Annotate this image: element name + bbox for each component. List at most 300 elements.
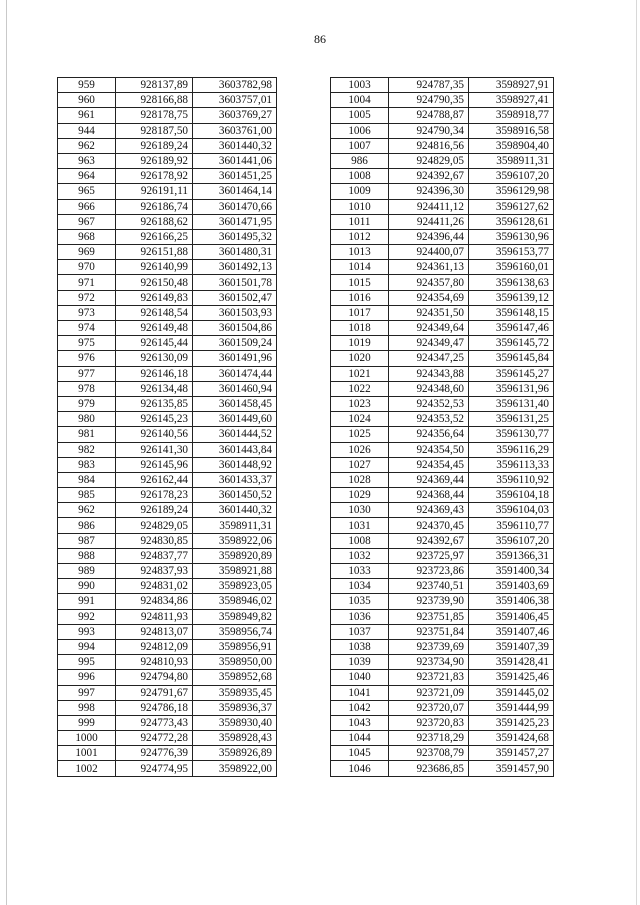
y-coordinate-cell: 3601470,66 (193, 199, 277, 214)
x-coordinate-cell: 924790,35 (389, 93, 469, 108)
y-coordinate-cell: 3601460,94 (193, 381, 277, 396)
y-coordinate-cell: 3598904,40 (469, 138, 554, 153)
table-row (331, 412, 554, 427)
x-coordinate-cell: 926150,48 (116, 275, 193, 290)
point-number-cell: 966 (58, 199, 116, 214)
table-row (331, 290, 554, 305)
y-coordinate-cell: 3596104,03 (469, 503, 554, 518)
point-number-cell: 1004 (331, 93, 389, 108)
y-coordinate-cell: 3591406,38 (469, 594, 554, 609)
point-number-cell: 1008 (331, 533, 389, 548)
point-number-cell: 974 (58, 321, 116, 336)
table-row (331, 396, 554, 411)
point-number-cell: 1024 (331, 412, 389, 427)
point-number-cell: 1029 (331, 488, 389, 503)
point-number-cell: 1018 (331, 321, 389, 336)
table-row (331, 564, 554, 579)
y-coordinate-cell: 3598930,40 (193, 715, 277, 730)
point-number-cell: 989 (58, 564, 116, 579)
coordinates-table-right (330, 77, 554, 777)
table-row (331, 503, 554, 518)
point-number-cell: 1007 (331, 138, 389, 153)
y-coordinate-cell: 3596145,84 (469, 351, 554, 366)
point-number-cell: 1046 (331, 761, 389, 776)
scan-edge-right (636, 0, 637, 905)
table-row (58, 624, 277, 639)
table-row (58, 503, 277, 518)
y-coordinate-cell: 3596138,63 (469, 275, 554, 290)
y-coordinate-cell: 3591406,45 (469, 609, 554, 624)
table-row (331, 731, 554, 746)
table-row (58, 731, 277, 746)
x-coordinate-cell: 924351,50 (389, 305, 469, 320)
table-row (331, 457, 554, 472)
table-row (331, 609, 554, 624)
y-coordinate-cell: 3601440,32 (193, 138, 277, 153)
table-row (331, 153, 554, 168)
y-coordinate-cell: 3601444,52 (193, 427, 277, 442)
scan-edge-left (6, 0, 7, 905)
table-row (58, 579, 277, 594)
y-coordinate-cell: 3591428,41 (469, 655, 554, 670)
x-coordinate-cell: 926145,44 (116, 336, 193, 351)
point-number-cell: 985 (58, 488, 116, 503)
y-coordinate-cell: 3596110,77 (469, 518, 554, 533)
table-row (331, 746, 554, 761)
y-coordinate-cell: 3591457,90 (469, 761, 554, 776)
y-coordinate-cell: 3601450,52 (193, 488, 277, 503)
x-coordinate-cell: 924347,25 (389, 351, 469, 366)
y-coordinate-cell: 3601501,78 (193, 275, 277, 290)
point-number-cell: 1038 (331, 639, 389, 654)
table-row (58, 321, 277, 336)
table-row (331, 715, 554, 730)
point-number-cell: 973 (58, 305, 116, 320)
x-coordinate-cell: 926162,44 (116, 472, 193, 487)
point-number-cell: 1012 (331, 229, 389, 244)
x-coordinate-cell: 926178,23 (116, 488, 193, 503)
y-coordinate-cell: 3598927,41 (469, 93, 554, 108)
table-row (331, 518, 554, 533)
y-coordinate-cell: 3596113,33 (469, 457, 554, 472)
point-number-cell: 1037 (331, 624, 389, 639)
x-coordinate-cell: 928137,89 (116, 78, 193, 93)
table-row (331, 336, 554, 351)
y-coordinate-cell: 3591366,31 (469, 548, 554, 563)
table-row (331, 229, 554, 244)
y-coordinate-cell: 3598920,89 (193, 548, 277, 563)
point-number-cell: 965 (58, 184, 116, 199)
y-coordinate-cell: 3598923,05 (193, 579, 277, 594)
table-row (331, 275, 554, 290)
y-coordinate-cell: 3591425,46 (469, 670, 554, 685)
y-coordinate-cell: 3591444,99 (469, 700, 554, 715)
x-coordinate-cell: 926145,96 (116, 457, 193, 472)
y-coordinate-cell: 3591403,69 (469, 579, 554, 594)
page-number: 86 (314, 32, 326, 46)
table-row (331, 260, 554, 275)
table-row (331, 655, 554, 670)
y-coordinate-cell: 3601440,32 (193, 503, 277, 518)
y-coordinate-cell: 3596116,29 (469, 442, 554, 457)
y-coordinate-cell: 3596145,72 (469, 336, 554, 351)
table-row (58, 457, 277, 472)
point-number-cell: 1005 (331, 108, 389, 123)
y-coordinate-cell: 3598952,68 (193, 670, 277, 685)
point-number-cell: 1028 (331, 472, 389, 487)
y-coordinate-cell: 3601451,25 (193, 169, 277, 184)
point-number-cell: 1039 (331, 655, 389, 670)
point-number-cell: 1043 (331, 715, 389, 730)
point-number-cell: 1030 (331, 503, 389, 518)
point-number-cell: 960 (58, 93, 116, 108)
x-coordinate-cell: 923751,85 (389, 609, 469, 624)
x-coordinate-cell: 924357,80 (389, 275, 469, 290)
table-row (331, 700, 554, 715)
x-coordinate-cell: 924776,39 (116, 746, 193, 761)
y-coordinate-cell: 3596107,20 (469, 533, 554, 548)
point-number-cell: 986 (58, 518, 116, 533)
point-number-cell: 1025 (331, 427, 389, 442)
table-row (58, 199, 277, 214)
y-coordinate-cell: 3598949,82 (193, 609, 277, 624)
y-coordinate-cell: 3598927,91 (469, 78, 554, 93)
table-row (58, 761, 277, 776)
point-number-cell: 1023 (331, 396, 389, 411)
x-coordinate-cell: 926178,92 (116, 169, 193, 184)
point-number-cell: 979 (58, 396, 116, 411)
x-coordinate-cell: 924349,64 (389, 321, 469, 336)
y-coordinate-cell: 3601491,96 (193, 351, 277, 366)
table-row (331, 427, 554, 442)
y-coordinate-cell: 3596130,77 (469, 427, 554, 442)
point-number-cell: 998 (58, 700, 116, 715)
x-coordinate-cell: 924369,44 (389, 472, 469, 487)
y-coordinate-cell: 3596107,20 (469, 169, 554, 184)
table-row (58, 381, 277, 396)
y-coordinate-cell: 3596110,92 (469, 472, 554, 487)
point-number-cell: 1031 (331, 518, 389, 533)
point-number-cell: 970 (58, 260, 116, 275)
point-number-cell: 968 (58, 229, 116, 244)
x-coordinate-cell: 924791,67 (116, 685, 193, 700)
point-number-cell: 995 (58, 655, 116, 670)
table-row (331, 548, 554, 563)
x-coordinate-cell: 923739,90 (389, 594, 469, 609)
table-row (58, 488, 277, 503)
table-row (331, 579, 554, 594)
x-coordinate-cell: 926130,09 (116, 351, 193, 366)
x-coordinate-cell: 926140,56 (116, 427, 193, 442)
point-number-cell: 969 (58, 245, 116, 260)
point-number-cell: 1017 (331, 305, 389, 320)
y-coordinate-cell: 3591407,39 (469, 639, 554, 654)
y-coordinate-cell: 3591445,02 (469, 685, 554, 700)
y-coordinate-cell: 3598911,31 (193, 518, 277, 533)
x-coordinate-cell: 924411,26 (389, 214, 469, 229)
table-row (58, 351, 277, 366)
point-number-cell: 1041 (331, 685, 389, 700)
point-number-cell: 1010 (331, 199, 389, 214)
table-row (331, 78, 554, 93)
y-coordinate-cell: 3601449,60 (193, 412, 277, 427)
table-row (58, 685, 277, 700)
point-number-cell: 1045 (331, 746, 389, 761)
x-coordinate-cell: 923708,79 (389, 746, 469, 761)
point-number-cell: 1014 (331, 260, 389, 275)
point-number-cell: 983 (58, 457, 116, 472)
point-number-cell: 996 (58, 670, 116, 685)
point-number-cell: 994 (58, 639, 116, 654)
y-coordinate-cell: 3591400,34 (469, 564, 554, 579)
point-number-cell: 962 (58, 138, 116, 153)
table-row (58, 138, 277, 153)
x-coordinate-cell: 923718,29 (389, 731, 469, 746)
x-coordinate-cell: 928166,88 (116, 93, 193, 108)
x-coordinate-cell: 926146,18 (116, 366, 193, 381)
x-coordinate-cell: 924348,60 (389, 381, 469, 396)
x-coordinate-cell: 924788,87 (389, 108, 469, 123)
x-coordinate-cell: 924774,95 (116, 761, 193, 776)
y-coordinate-cell: 3591425,23 (469, 715, 554, 730)
x-coordinate-cell: 923723,86 (389, 564, 469, 579)
point-number-cell: 978 (58, 381, 116, 396)
table-row (58, 594, 277, 609)
x-coordinate-cell: 926145,23 (116, 412, 193, 427)
y-coordinate-cell: 3598950,00 (193, 655, 277, 670)
table-row (58, 472, 277, 487)
x-coordinate-cell: 924349,47 (389, 336, 469, 351)
table-row (331, 138, 554, 153)
table-row (331, 305, 554, 320)
point-number-cell: 962 (58, 503, 116, 518)
x-coordinate-cell: 924369,43 (389, 503, 469, 518)
x-coordinate-cell: 926134,48 (116, 381, 193, 396)
y-coordinate-cell: 3598935,45 (193, 685, 277, 700)
table-row (331, 488, 554, 503)
y-coordinate-cell: 3601504,86 (193, 321, 277, 336)
table-row (58, 442, 277, 457)
x-coordinate-cell: 926189,24 (116, 503, 193, 518)
x-coordinate-cell: 923686,85 (389, 761, 469, 776)
x-coordinate-cell: 924392,67 (389, 533, 469, 548)
y-coordinate-cell: 3598922,06 (193, 533, 277, 548)
y-coordinate-cell: 3603769,27 (193, 108, 277, 123)
x-coordinate-cell: 924354,45 (389, 457, 469, 472)
y-coordinate-cell: 3598926,89 (193, 746, 277, 761)
y-coordinate-cell: 3591457,27 (469, 746, 554, 761)
x-coordinate-cell: 924837,93 (116, 564, 193, 579)
table-row (58, 427, 277, 442)
table-row (331, 381, 554, 396)
y-coordinate-cell: 3596160,01 (469, 260, 554, 275)
point-number-cell: 990 (58, 579, 116, 594)
table-row (331, 761, 554, 776)
x-coordinate-cell: 924790,34 (389, 123, 469, 138)
y-coordinate-cell: 3596129,98 (469, 184, 554, 199)
x-coordinate-cell: 924786,18 (116, 700, 193, 715)
point-number-cell: 1001 (58, 746, 116, 761)
x-coordinate-cell: 924829,05 (389, 153, 469, 168)
point-number-cell: 1036 (331, 609, 389, 624)
x-coordinate-cell: 926166,25 (116, 229, 193, 244)
table-row (331, 199, 554, 214)
y-coordinate-cell: 3591424,68 (469, 731, 554, 746)
x-coordinate-cell: 926149,83 (116, 290, 193, 305)
table-row (331, 624, 554, 639)
x-coordinate-cell: 923734,90 (389, 655, 469, 670)
point-number-cell: 1015 (331, 275, 389, 290)
point-number-cell: 992 (58, 609, 116, 624)
table-row (58, 169, 277, 184)
table-row (58, 533, 277, 548)
x-coordinate-cell: 924794,80 (116, 670, 193, 685)
table-row (58, 260, 277, 275)
table-row (58, 700, 277, 715)
y-coordinate-cell: 3596148,15 (469, 305, 554, 320)
x-coordinate-cell: 923751,84 (389, 624, 469, 639)
table-row (331, 108, 554, 123)
table-row (58, 366, 277, 381)
table-row (58, 715, 277, 730)
table-row (58, 412, 277, 427)
table-row (58, 214, 277, 229)
y-coordinate-cell: 3598928,43 (193, 731, 277, 746)
y-coordinate-cell: 3601502,47 (193, 290, 277, 305)
table-row (331, 245, 554, 260)
point-number-cell: 1003 (331, 78, 389, 93)
point-number-cell: 1000 (58, 731, 116, 746)
point-number-cell: 959 (58, 78, 116, 93)
point-number-cell: 987 (58, 533, 116, 548)
y-coordinate-cell: 3591407,46 (469, 624, 554, 639)
point-number-cell: 1019 (331, 336, 389, 351)
x-coordinate-cell: 924837,77 (116, 548, 193, 563)
point-number-cell: 1042 (331, 700, 389, 715)
table-row (58, 305, 277, 320)
table-row (331, 169, 554, 184)
x-coordinate-cell: 924354,69 (389, 290, 469, 305)
point-number-cell: 1033 (331, 564, 389, 579)
table-row (58, 184, 277, 199)
x-coordinate-cell: 923720,07 (389, 700, 469, 715)
y-coordinate-cell: 3601509,24 (193, 336, 277, 351)
y-coordinate-cell: 3596145,27 (469, 366, 554, 381)
y-coordinate-cell: 3598922,00 (193, 761, 277, 776)
point-number-cell: 1006 (331, 123, 389, 138)
y-coordinate-cell: 3603761,00 (193, 123, 277, 138)
point-number-cell: 1034 (331, 579, 389, 594)
point-number-cell: 1040 (331, 670, 389, 685)
x-coordinate-cell: 924816,56 (389, 138, 469, 153)
x-coordinate-cell: 924813,07 (116, 624, 193, 639)
table-row (331, 366, 554, 381)
table-row (331, 214, 554, 229)
table-row (58, 548, 277, 563)
table-row (58, 746, 277, 761)
y-coordinate-cell: 3601458,45 (193, 396, 277, 411)
x-coordinate-cell: 926188,62 (116, 214, 193, 229)
x-coordinate-cell: 924396,30 (389, 184, 469, 199)
y-coordinate-cell: 3596147,46 (469, 321, 554, 336)
table-row (331, 93, 554, 108)
point-number-cell: 1008 (331, 169, 389, 184)
point-number-cell: 988 (58, 548, 116, 563)
point-number-cell: 991 (58, 594, 116, 609)
table-row (58, 290, 277, 305)
point-number-cell: 1035 (331, 594, 389, 609)
y-coordinate-cell: 3601474,44 (193, 366, 277, 381)
point-number-cell: 975 (58, 336, 116, 351)
y-coordinate-cell: 3596153,77 (469, 245, 554, 260)
table-row (58, 245, 277, 260)
x-coordinate-cell: 924787,35 (389, 78, 469, 93)
y-coordinate-cell: 3596131,96 (469, 381, 554, 396)
table-row (58, 153, 277, 168)
y-coordinate-cell: 3603782,98 (193, 78, 277, 93)
y-coordinate-cell: 3598936,37 (193, 700, 277, 715)
x-coordinate-cell: 924810,93 (116, 655, 193, 670)
coordinates-table-left (57, 77, 277, 777)
table-row (331, 670, 554, 685)
x-coordinate-cell: 926186,74 (116, 199, 193, 214)
table-row (331, 594, 554, 609)
point-number-cell: 980 (58, 412, 116, 427)
point-number-cell: 964 (58, 169, 116, 184)
y-coordinate-cell: 3601503,93 (193, 305, 277, 320)
x-coordinate-cell: 924396,44 (389, 229, 469, 244)
x-coordinate-cell: 924354,50 (389, 442, 469, 457)
point-number-cell: 976 (58, 351, 116, 366)
x-coordinate-cell: 924811,93 (116, 609, 193, 624)
y-coordinate-cell: 3596131,25 (469, 412, 554, 427)
point-number-cell: 999 (58, 715, 116, 730)
table-row (331, 351, 554, 366)
x-coordinate-cell: 924829,05 (116, 518, 193, 533)
table-row (58, 229, 277, 244)
x-coordinate-cell: 924773,43 (116, 715, 193, 730)
point-number-cell: 984 (58, 472, 116, 487)
x-coordinate-cell: 926141,30 (116, 442, 193, 457)
point-number-cell: 1020 (331, 351, 389, 366)
x-coordinate-cell: 926151,88 (116, 245, 193, 260)
point-number-cell: 971 (58, 275, 116, 290)
x-coordinate-cell: 924772,28 (116, 731, 193, 746)
x-coordinate-cell: 924834,86 (116, 594, 193, 609)
y-coordinate-cell: 3598921,88 (193, 564, 277, 579)
x-coordinate-cell: 926189,24 (116, 138, 193, 153)
x-coordinate-cell: 924400,07 (389, 245, 469, 260)
x-coordinate-cell: 923720,83 (389, 715, 469, 730)
x-coordinate-cell: 923740,51 (389, 579, 469, 594)
table-row (331, 685, 554, 700)
y-coordinate-cell: 3596130,96 (469, 229, 554, 244)
y-coordinate-cell: 3601492,13 (193, 260, 277, 275)
y-coordinate-cell: 3598918,77 (469, 108, 554, 123)
x-coordinate-cell: 924356,64 (389, 427, 469, 442)
table-row (58, 655, 277, 670)
x-coordinate-cell: 926149,48 (116, 321, 193, 336)
point-number-cell: 1013 (331, 245, 389, 260)
table-row (58, 336, 277, 351)
point-number-cell: 1016 (331, 290, 389, 305)
x-coordinate-cell: 924830,85 (116, 533, 193, 548)
x-coordinate-cell: 926189,92 (116, 153, 193, 168)
table-row (58, 609, 277, 624)
point-number-cell: 1009 (331, 184, 389, 199)
point-number-cell: 1026 (331, 442, 389, 457)
table-row (58, 670, 277, 685)
